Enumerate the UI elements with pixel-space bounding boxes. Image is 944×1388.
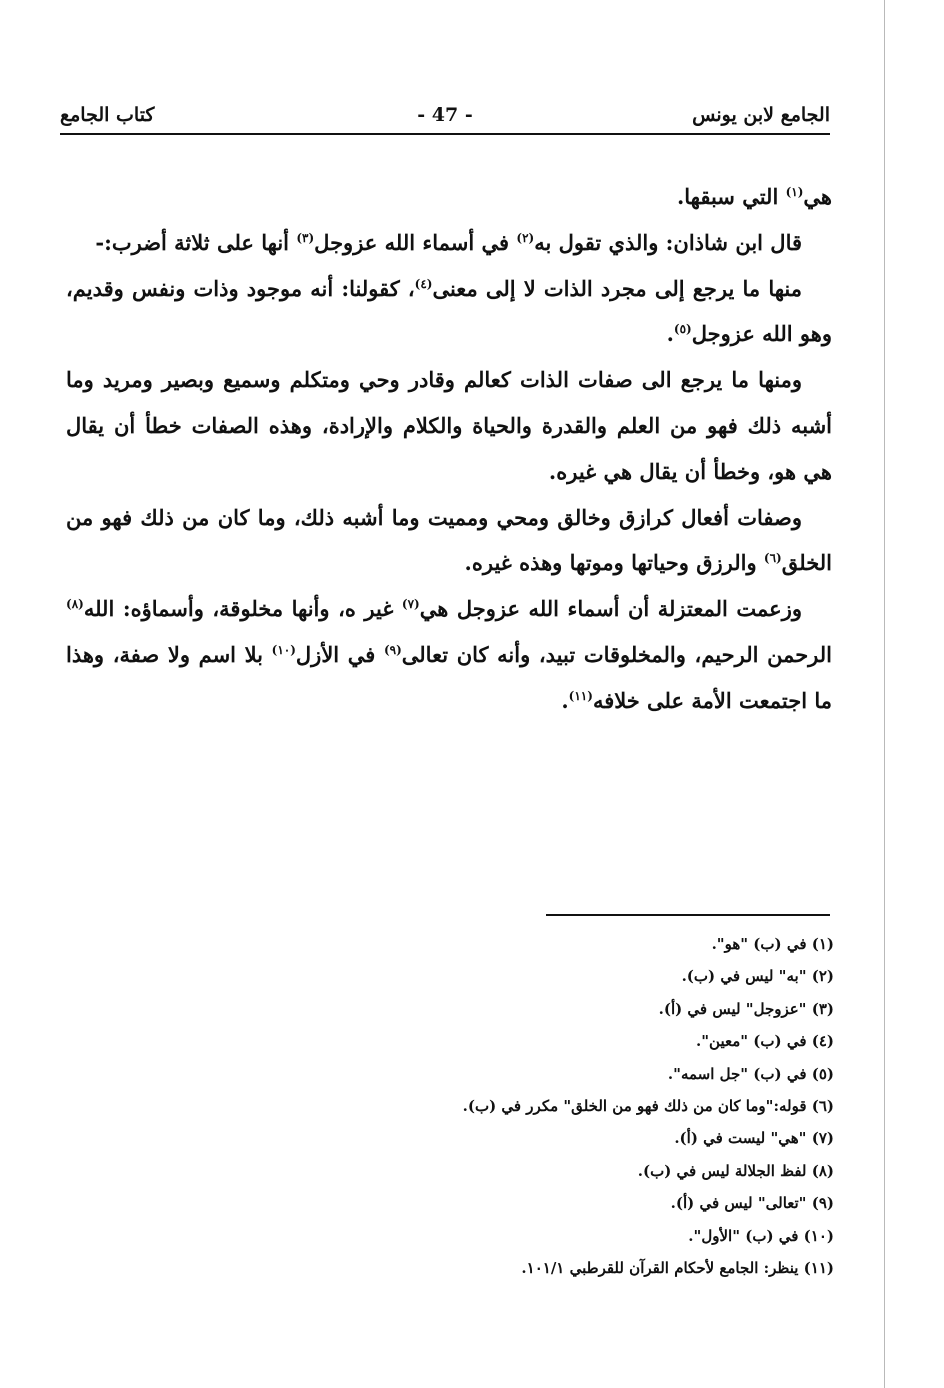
- paragraph-1: [66, 174, 832, 220]
- paragraph-4: [66, 357, 832, 494]
- text-run: .: [561, 687, 569, 713]
- text-run: وزعمت المعتزلة أن أسماء الله عزوجل هي: [419, 596, 802, 622]
- footnote-11: (١١) ينظر: الجامع لأحكام القرآن للقرطبي ١٠١/١.: [521, 1259, 834, 1278]
- footnote-ref: (٧): [401, 597, 420, 612]
- footnote-10: (١٠) في (ب) "الأول".: [688, 1226, 834, 1245]
- header-rule: [60, 133, 830, 135]
- footnote-ref: (٨): [66, 597, 84, 612]
- footnote-ref: (٥): [673, 322, 692, 337]
- text-run: وصفات أفعال كرازق وخالق ومحي ومميت وما أشبه ذلك، وما كان من ذلك فهو من الخلق: [66, 504, 832, 576]
- footnote-8: (٨) لفظ الجلالة ليس في (ب).: [637, 1161, 834, 1180]
- footnote-2: (٢) "به" ليس في (ب).: [681, 967, 834, 986]
- text-run: ومنها ما يرجع الى صفات الذات كعالم وقادر وحي ومتكلم وسميع وبصير ومريد وما أشبه ذلك فهو من العلم والقدرة والحياة والكلام والإرادة، وهذه الصفات خطأ أن يقال هي هو، وخطأ أن يقال هي غيره.: [66, 367, 832, 484]
- footnote-ref: (٢): [516, 230, 535, 245]
- footnote-1: (١) في (ب) "هو".: [711, 935, 834, 953]
- text-run: .: [666, 321, 674, 347]
- text-run: بلا اسم ولا صفة، وهذا ما اجتمعت الأمة على خلافه: [66, 641, 832, 713]
- footnote-4: (٤) في (ب) "معين".: [696, 1032, 834, 1051]
- footnote-6: (٦) قوله:"وما كان من ذلك فهو من الخلق" مكرر في (ب).: [462, 1097, 834, 1116]
- footnote-ref: (٩): [383, 642, 402, 657]
- scan-margin-line: [884, 0, 885, 1388]
- footnote-3: (٣) "عزوجل" ليس في (أ).: [658, 999, 834, 1018]
- footnote-ref: (٦): [763, 551, 782, 566]
- text-run: في الأزل: [295, 641, 384, 667]
- section-title: كتاب الجامع: [60, 104, 155, 126]
- footnote-9: (٩) "تعالى" ليس في (أ).: [670, 1194, 834, 1213]
- main-text: [66, 174, 832, 724]
- paragraph-5: [66, 495, 832, 587]
- text-run: أنها على ثلاثة أضرب:-: [95, 229, 297, 255]
- running-title: الجامع لابن يونس: [692, 104, 830, 126]
- paragraph-2: [66, 220, 832, 266]
- footnote-ref: (١٠): [271, 642, 296, 657]
- text-run: الرحمن الرحيم، والمخلوقات تبيد، وأنه كان تعالى: [401, 641, 832, 667]
- text-run: منها ما يرجع إلى مجرد الذات لا إلى معنى: [432, 275, 802, 301]
- footnote-ref: (٤): [414, 276, 433, 291]
- footnote-ref: (١): [785, 185, 804, 199]
- footnote-ref: (١١): [568, 688, 593, 703]
- text-run: ، كقولنا: أنه موجود وذات ونفس وقديم، وهو الله عزوجل: [66, 275, 832, 347]
- paragraph-6: [66, 586, 832, 723]
- text-run: في أسماء الله عزوجل: [314, 229, 517, 255]
- text-run: غير ه، وأنها مخلوقة، وأسماؤه: الله: [83, 596, 402, 622]
- page-number: - 47 -: [417, 104, 473, 126]
- text-run: قال ابن شاذان: والذي تقول به: [534, 229, 802, 255]
- footnote-7: (٧) "هي" ليست في (أ).: [674, 1129, 834, 1148]
- footnote-ref: (٣): [296, 230, 315, 245]
- footnote-5: (٥) في (ب) "جل اسمه".: [667, 1064, 834, 1083]
- footnotes: [330, 928, 834, 1284]
- footnote-separator: [546, 914, 830, 916]
- text-run: التي سبقها.: [676, 184, 786, 209]
- text-run: والرزق وحياتها وموتها وهذه غيره.: [464, 550, 764, 576]
- paragraph-3: [66, 266, 832, 358]
- text-run: هي: [803, 184, 832, 209]
